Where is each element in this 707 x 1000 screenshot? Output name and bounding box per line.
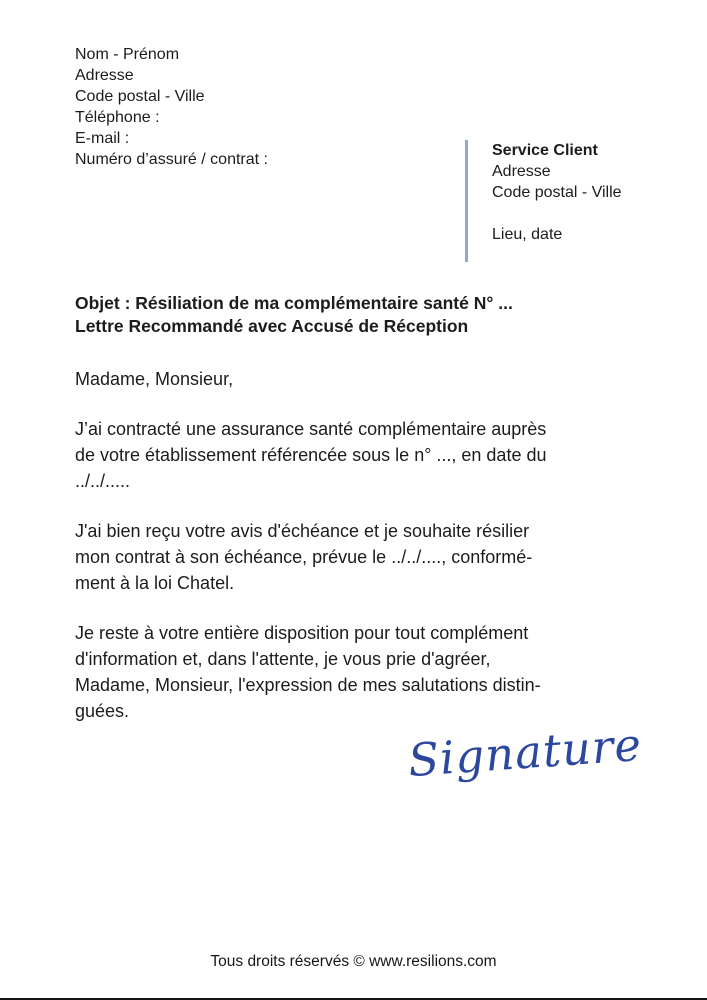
sender-line-name: Nom - Prénom [75,46,180,63]
recipient-line-address: Adresse [492,163,551,180]
recipient-block [465,140,622,262]
recipient-text [468,140,622,262]
body-line: Madame, Monsieur, l'expression de mes salutations distin- [75,675,541,695]
body-line: J’ai contracté une assurance santé complémentaire auprès [75,419,547,439]
sender-line-city: Code postal - Ville [75,88,205,105]
subject-line-1: Objet : Résiliation de ma complémentaire santé N° ... [75,293,513,313]
place-date: Lieu, date [492,226,563,243]
subject-line-2: Lettre Recommandé avec Accusé de Réception [75,316,469,336]
sender-line-email: E-mail : [75,130,130,147]
body-line: mon contrat à son échéance, prévue le ../../...., conformé- [75,547,533,567]
paragraph-3 [75,620,660,724]
sender-block [75,44,268,170]
subject-block [75,292,660,338]
body-line: guées. [75,701,130,721]
paragraph-1 [75,416,660,494]
body-line: ../../..... [75,471,131,491]
body-line: Je reste à votre entière disposition pour tout complément [75,623,529,643]
recipient-line-city: Code postal - Ville [492,184,622,201]
body-line: d'information et, dans l'attente, je vous prie d'agréer, [75,649,491,669]
letter-body [75,292,660,788]
sender-line-contract: Numéro d’assuré / contrat : [75,151,268,168]
signature-area [75,717,660,788]
body-line: de votre établissement référencée sous le n° ..., en date du [75,445,547,465]
body-line: ment à la loi Chatel. [75,573,235,593]
recipient-name: Service Client [492,142,598,159]
sender-line-phone: Téléphone : [75,109,160,126]
signature-script: Signature [406,717,644,788]
body-line: J'ai bien reçu votre avis d'échéance et je souhaite résilier [75,521,530,541]
paragraph-2 [75,518,660,596]
sender-line-address: Adresse [75,67,134,84]
footer-text: Tous droits réservés © www.resilions.com [210,953,497,970]
salutation: Madame, Monsieur, [75,369,234,389]
